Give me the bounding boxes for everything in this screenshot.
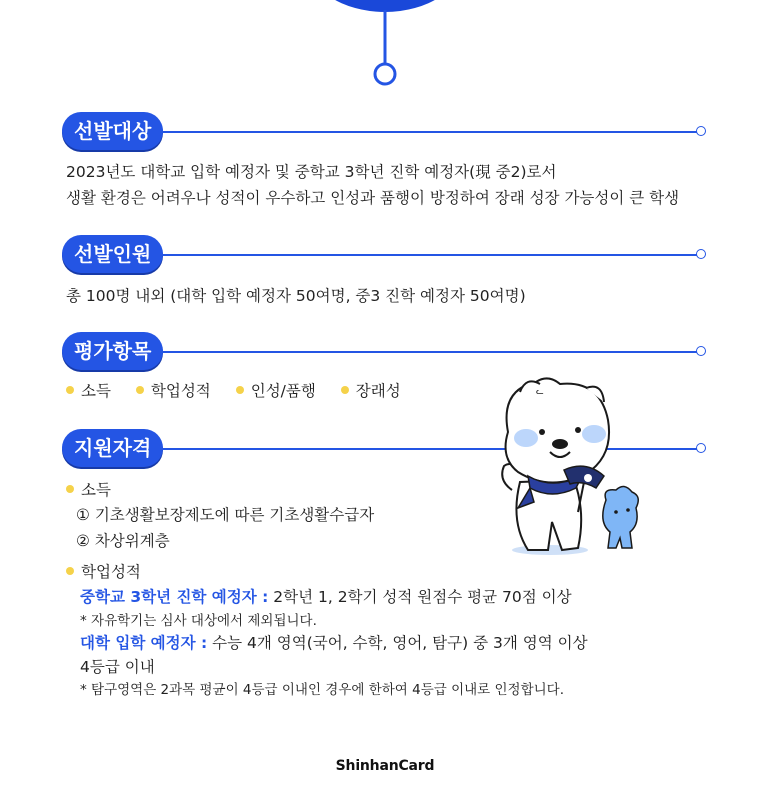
income-item-2: ② 차상위계층: [76, 532, 170, 550]
middle-school-note: * 자유학기는 심사 대상에서 제외됩니다.: [80, 613, 317, 629]
section-title-eligibility: 지원자격: [62, 429, 163, 467]
divider-end-dot: [696, 443, 706, 453]
section-divider: [158, 131, 698, 133]
section-title-headcount: 선발인원: [62, 235, 163, 273]
bullet-dot-icon: [66, 567, 74, 575]
target-text-line2: 생활 환경은 어려우나 성적이 우수하고 인성과 품행이 방정하여 장래 성장 가능성이 큰 학생: [66, 189, 680, 207]
bullet-dot-icon: [66, 485, 74, 493]
bullet-dot-icon: [236, 386, 244, 394]
university-note: * 탐구영역은 2과목 평균이 4등급 이내인 경우에 한하여 4등급 이내로 인정합니다.: [80, 682, 564, 698]
divider-end-dot: [696, 249, 706, 259]
evaluation-item: 장래성: [341, 382, 401, 400]
evaluation-item: 소득: [66, 382, 111, 400]
divider-end-dot: [696, 346, 706, 356]
divider-end-dot: [696, 126, 706, 136]
bullet-dot-icon: [136, 386, 144, 394]
section-evaluation-header: [62, 332, 712, 372]
income-item-1: ① 기초생활보장제도에 따른 기초생활수급자: [76, 506, 375, 524]
bear-mascot-illustration: [490, 372, 660, 562]
academic-label: 학업성적: [66, 560, 141, 584]
target-text-line1: 2023년도 대학교 입학 예정자 및 중학교 3학년 진학 예정자(現 중2)로서: [66, 163, 557, 181]
evaluation-item: 인성/품행: [236, 382, 316, 400]
evaluation-item: 학업성적: [136, 382, 211, 400]
section-title-target: 선발대상: [62, 112, 163, 150]
university-criteria: 대학 입학 예정자 : 수능 4개 영역(국어, 수학, 영어, 탐구) 중 3개 영역 이상: [80, 634, 588, 652]
middle-school-criteria: 중학교 3학년 진학 예정자 : 2학년 1, 2학기 성적 원점수 평균 70점 이상: [80, 588, 572, 606]
university-criteria-cont: 4등급 이내: [80, 658, 155, 676]
bullet-dot-icon: [341, 386, 349, 394]
section-target-header: [62, 112, 712, 152]
svg-text:ᓚ: ᓚ: [536, 387, 544, 397]
income-label: 소득: [66, 478, 111, 502]
section-divider: [158, 351, 698, 353]
bullet-dot-icon: [66, 386, 74, 394]
top-connector-decoration: [0, 0, 770, 95]
shinhancard-logo: ShinhanCard: [335, 758, 435, 774]
university-label: 대학 입학 예정자 :: [80, 634, 208, 652]
middle-school-label: 중학교 3학년 진학 예정자 :: [80, 588, 269, 606]
headcount-text: 총 100명 내외 (대학 입학 예정자 50여명, 중3 진학 예정자 50여명): [66, 287, 526, 305]
evaluation-items: [66, 379, 421, 403]
section-divider: [158, 254, 698, 256]
section-headcount-header: [62, 235, 712, 275]
section-title-evaluation: 평가항목: [62, 332, 163, 370]
